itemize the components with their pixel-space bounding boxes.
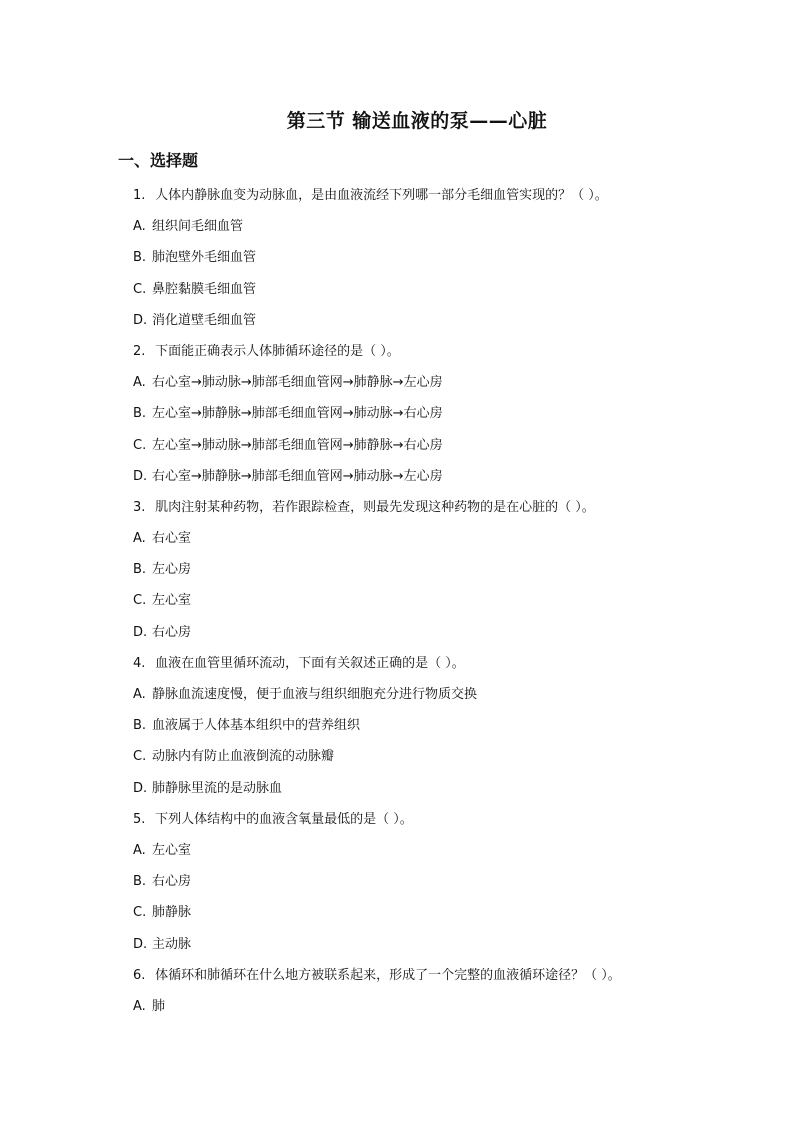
option-1c bbox=[133, 278, 753, 309]
question-text: 肌肉注射某种药物，若作跟踪检查，则最先发现这种药物的是在心脏的（ ）。 bbox=[155, 499, 595, 515]
option-text: 右心室→肺静脉→肺部毛细血管网→肺动脉→左心房 bbox=[152, 468, 443, 484]
option-1a bbox=[133, 215, 753, 246]
question-number: 1. bbox=[133, 188, 146, 203]
question-number: 4. bbox=[133, 655, 146, 671]
question-text: 血液在血管里循环流动，下面有关叙述正确的是（ ）。 bbox=[155, 655, 465, 671]
option-1b bbox=[133, 246, 753, 277]
option-text: 组织间毛细血管 bbox=[152, 219, 244, 235]
option-label: D. bbox=[133, 312, 148, 328]
question-number: 6. bbox=[133, 967, 146, 983]
option-label: C. bbox=[133, 749, 147, 765]
option-5d bbox=[133, 933, 753, 964]
question-number: 3. bbox=[133, 499, 146, 515]
question-1 bbox=[133, 184, 753, 215]
question-5 bbox=[133, 808, 753, 839]
option-5a bbox=[133, 839, 753, 870]
question-2 bbox=[133, 340, 753, 371]
option-text: 动脉内有防止血液倒流的动脉瓣 bbox=[152, 749, 335, 765]
question-number: 5. bbox=[133, 811, 146, 827]
option-text: 鼻腔黏膜毛细血管 bbox=[152, 281, 257, 297]
option-text: 右心房 bbox=[152, 874, 192, 890]
option-2b bbox=[133, 402, 753, 433]
option-text: 左心室→肺静脉→肺部毛细血管网→肺动脉→右心房 bbox=[152, 406, 443, 422]
question-text: 下面能正确表示人体肺循环途径的是（ ）。 bbox=[155, 343, 400, 359]
option-text: 左心房 bbox=[152, 562, 192, 578]
option-6a bbox=[133, 995, 753, 1026]
option-text: 右心房 bbox=[152, 624, 192, 640]
page-title: 第三节 输送血液的泵——心脏 bbox=[286, 110, 548, 132]
option-label: B. bbox=[133, 250, 147, 266]
option-text: 左心室→肺动脉→肺部毛细血管网→肺静脉→右心房 bbox=[152, 437, 443, 453]
option-2d bbox=[133, 465, 753, 496]
section-heading: 一、选择题 bbox=[118, 151, 199, 170]
option-text: 肺静脉里流的是动脉血 bbox=[152, 780, 283, 796]
option-text: 主动脉 bbox=[152, 936, 192, 952]
option-label: A. bbox=[133, 998, 146, 1014]
option-label: C. bbox=[133, 437, 147, 453]
option-label: B. bbox=[133, 718, 147, 734]
question-4 bbox=[133, 652, 753, 683]
option-label: B. bbox=[133, 406, 147, 422]
option-label: A. bbox=[133, 375, 146, 391]
option-label: C. bbox=[133, 281, 147, 297]
option-text: 血液属于人体基本组织中的营养组织 bbox=[152, 718, 361, 734]
option-5c bbox=[133, 901, 753, 932]
question-list bbox=[133, 184, 753, 1026]
option-label: A. bbox=[133, 531, 146, 547]
option-4a bbox=[133, 683, 753, 714]
option-text: 肺 bbox=[152, 998, 166, 1014]
question-number: 2. bbox=[133, 343, 146, 359]
option-label: A. bbox=[133, 687, 146, 702]
option-text: 左心室 bbox=[152, 842, 192, 858]
question-3 bbox=[133, 496, 753, 527]
option-2c bbox=[133, 434, 753, 465]
option-text: 肺静脉 bbox=[152, 905, 192, 921]
option-label: A. bbox=[133, 842, 146, 858]
option-1d bbox=[133, 309, 753, 340]
option-label: D. bbox=[133, 624, 148, 640]
option-4d bbox=[133, 777, 753, 808]
option-3b bbox=[133, 558, 753, 589]
option-text: 肺泡壁外毛细血管 bbox=[152, 250, 257, 266]
option-text: 右心室→肺动脉→肺部毛细血管网→肺静脉→左心房 bbox=[152, 375, 443, 391]
question-text: 下列人体结构中的血液含氧量最低的是（ ）。 bbox=[155, 811, 413, 827]
option-label: A. bbox=[133, 219, 146, 235]
option-text: 左心室 bbox=[152, 593, 192, 609]
option-2a bbox=[133, 371, 753, 402]
option-label: B. bbox=[133, 562, 147, 578]
option-label: C. bbox=[133, 593, 147, 609]
option-text: 静脉血流速度慢，便于血液与组织细胞充分进行物质交换 bbox=[152, 687, 478, 702]
option-text: 消化道壁毛细血管 bbox=[152, 312, 257, 328]
option-label: D. bbox=[133, 468, 148, 484]
option-text: 右心室 bbox=[152, 531, 192, 547]
option-3a bbox=[133, 527, 753, 558]
option-4c bbox=[133, 745, 753, 776]
option-3d bbox=[133, 621, 753, 652]
option-label: D. bbox=[133, 936, 148, 952]
option-3c bbox=[133, 589, 753, 620]
option-4b bbox=[133, 714, 753, 745]
question-text: 体循环和肺循环在什么地方被联系起来，形成了一个完整的血液循环途径？（ ）。 bbox=[155, 967, 621, 983]
option-label: D. bbox=[133, 780, 148, 796]
option-label: C. bbox=[133, 905, 147, 921]
option-5b bbox=[133, 870, 753, 901]
option-label: B. bbox=[133, 874, 147, 890]
question-text: 人体内静脉血变为动脉血，是由血液流经下列哪一部分毛细血管实现的？（ ）。 bbox=[155, 188, 608, 203]
question-6 bbox=[133, 964, 753, 995]
